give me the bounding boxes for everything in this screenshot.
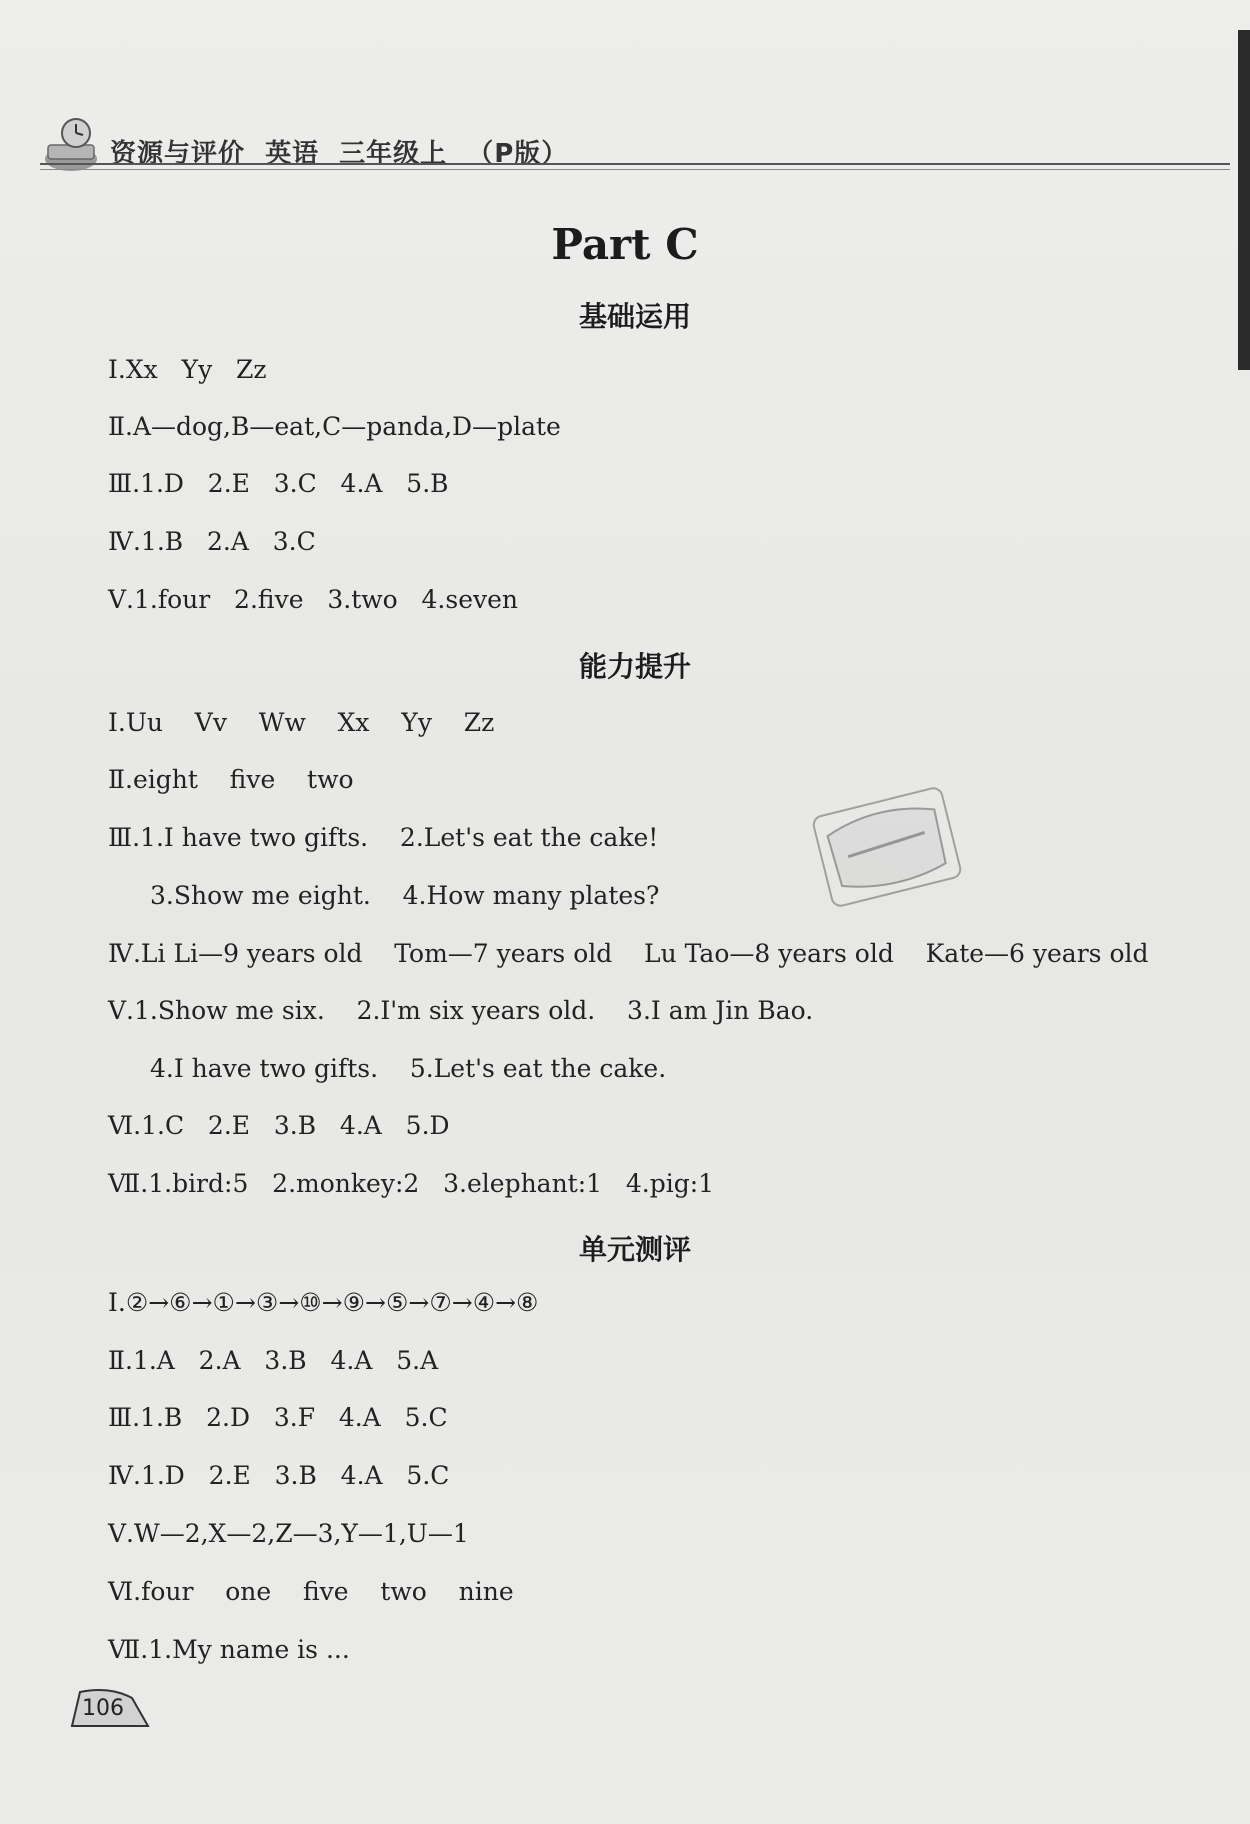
answer-line: Ⅱ.1.A 2.A 3.B 4.A 5.A [108,1346,439,1375]
header-rule [40,163,1230,165]
header-subject: 英语 [265,139,320,169]
section-title-advanced: 能力提升 [578,650,691,683]
answer-line: Ⅱ.A—dog,B—eat,C—panda,D—plate [108,412,561,441]
header-book: 资源与评价 [110,139,246,169]
header-edition: （P版） [467,139,569,169]
part-title: Part C [551,220,699,269]
section-title-unit-test: 单元测评 [578,1233,691,1266]
answer-line: Ⅴ.W—2,X—2,Z—3,Y—1,U—1 [108,1519,469,1548]
answer-line: Ⅴ.1.four 2.five 3.two 4.seven [108,585,519,614]
stamp-graphic [813,788,961,907]
answer-line: Ⅶ.1.My name is ... [108,1635,350,1664]
answer-line: Ⅲ.1.B 2.D 3.F 4.A 5.C [108,1403,448,1432]
answer-line: Ⅲ.1.I have two gifts. 2.Let's eat the cake! [108,823,659,852]
answer-line: Ⅶ.1.bird:5 2.monkey:2 3.elephant:1 4.pig:1 [108,1169,715,1198]
header-grade: 三年级上 [339,139,448,169]
answer-line: Ⅰ.②→⑥→①→③→⑩→⑨→⑤→⑦→④→⑧ [108,1288,539,1317]
answer-line: Ⅵ.1.C 2.E 3.B 4.A 5.D [108,1111,450,1140]
section-title-basic: 基础运用 [578,300,691,333]
answer-line: Ⅲ.1.D 2.E 3.C 4.A 5.B [108,469,449,498]
answer-line: Ⅳ.1.D 2.E 3.B 4.A 5.C [108,1461,450,1490]
stamp-watermark [811,785,964,909]
answer-line: Ⅳ.Li Li—9 years old Tom—7 years old Lu Tao—8 years old Kate—6 years old [108,939,1149,968]
book-clock-icon [40,115,102,177]
answer-line: Ⅰ.Uu Vv Ww Xx Yy Zz [108,708,495,737]
answer-line: Ⅱ.eight five two [108,765,354,794]
answer-line: 3.Show me eight. 4.How many plates? [150,881,660,910]
answer-line: 4.I have two gifts. 5.Let's eat the cake. [150,1054,667,1083]
answer-line: Ⅳ.1.B 2.A 3.C [108,527,316,556]
page-number: 106 [82,1696,124,1721]
answer-line: Ⅰ.Xx Yy Zz [108,355,267,384]
answer-line: Ⅴ.1.Show me six. 2.I'm six years old. 3.I am Jin Bao. [108,996,814,1025]
header-rule-thin [40,169,1230,170]
answer-line: Ⅵ.four one five two nine [108,1577,514,1606]
running-header [40,115,1230,185]
